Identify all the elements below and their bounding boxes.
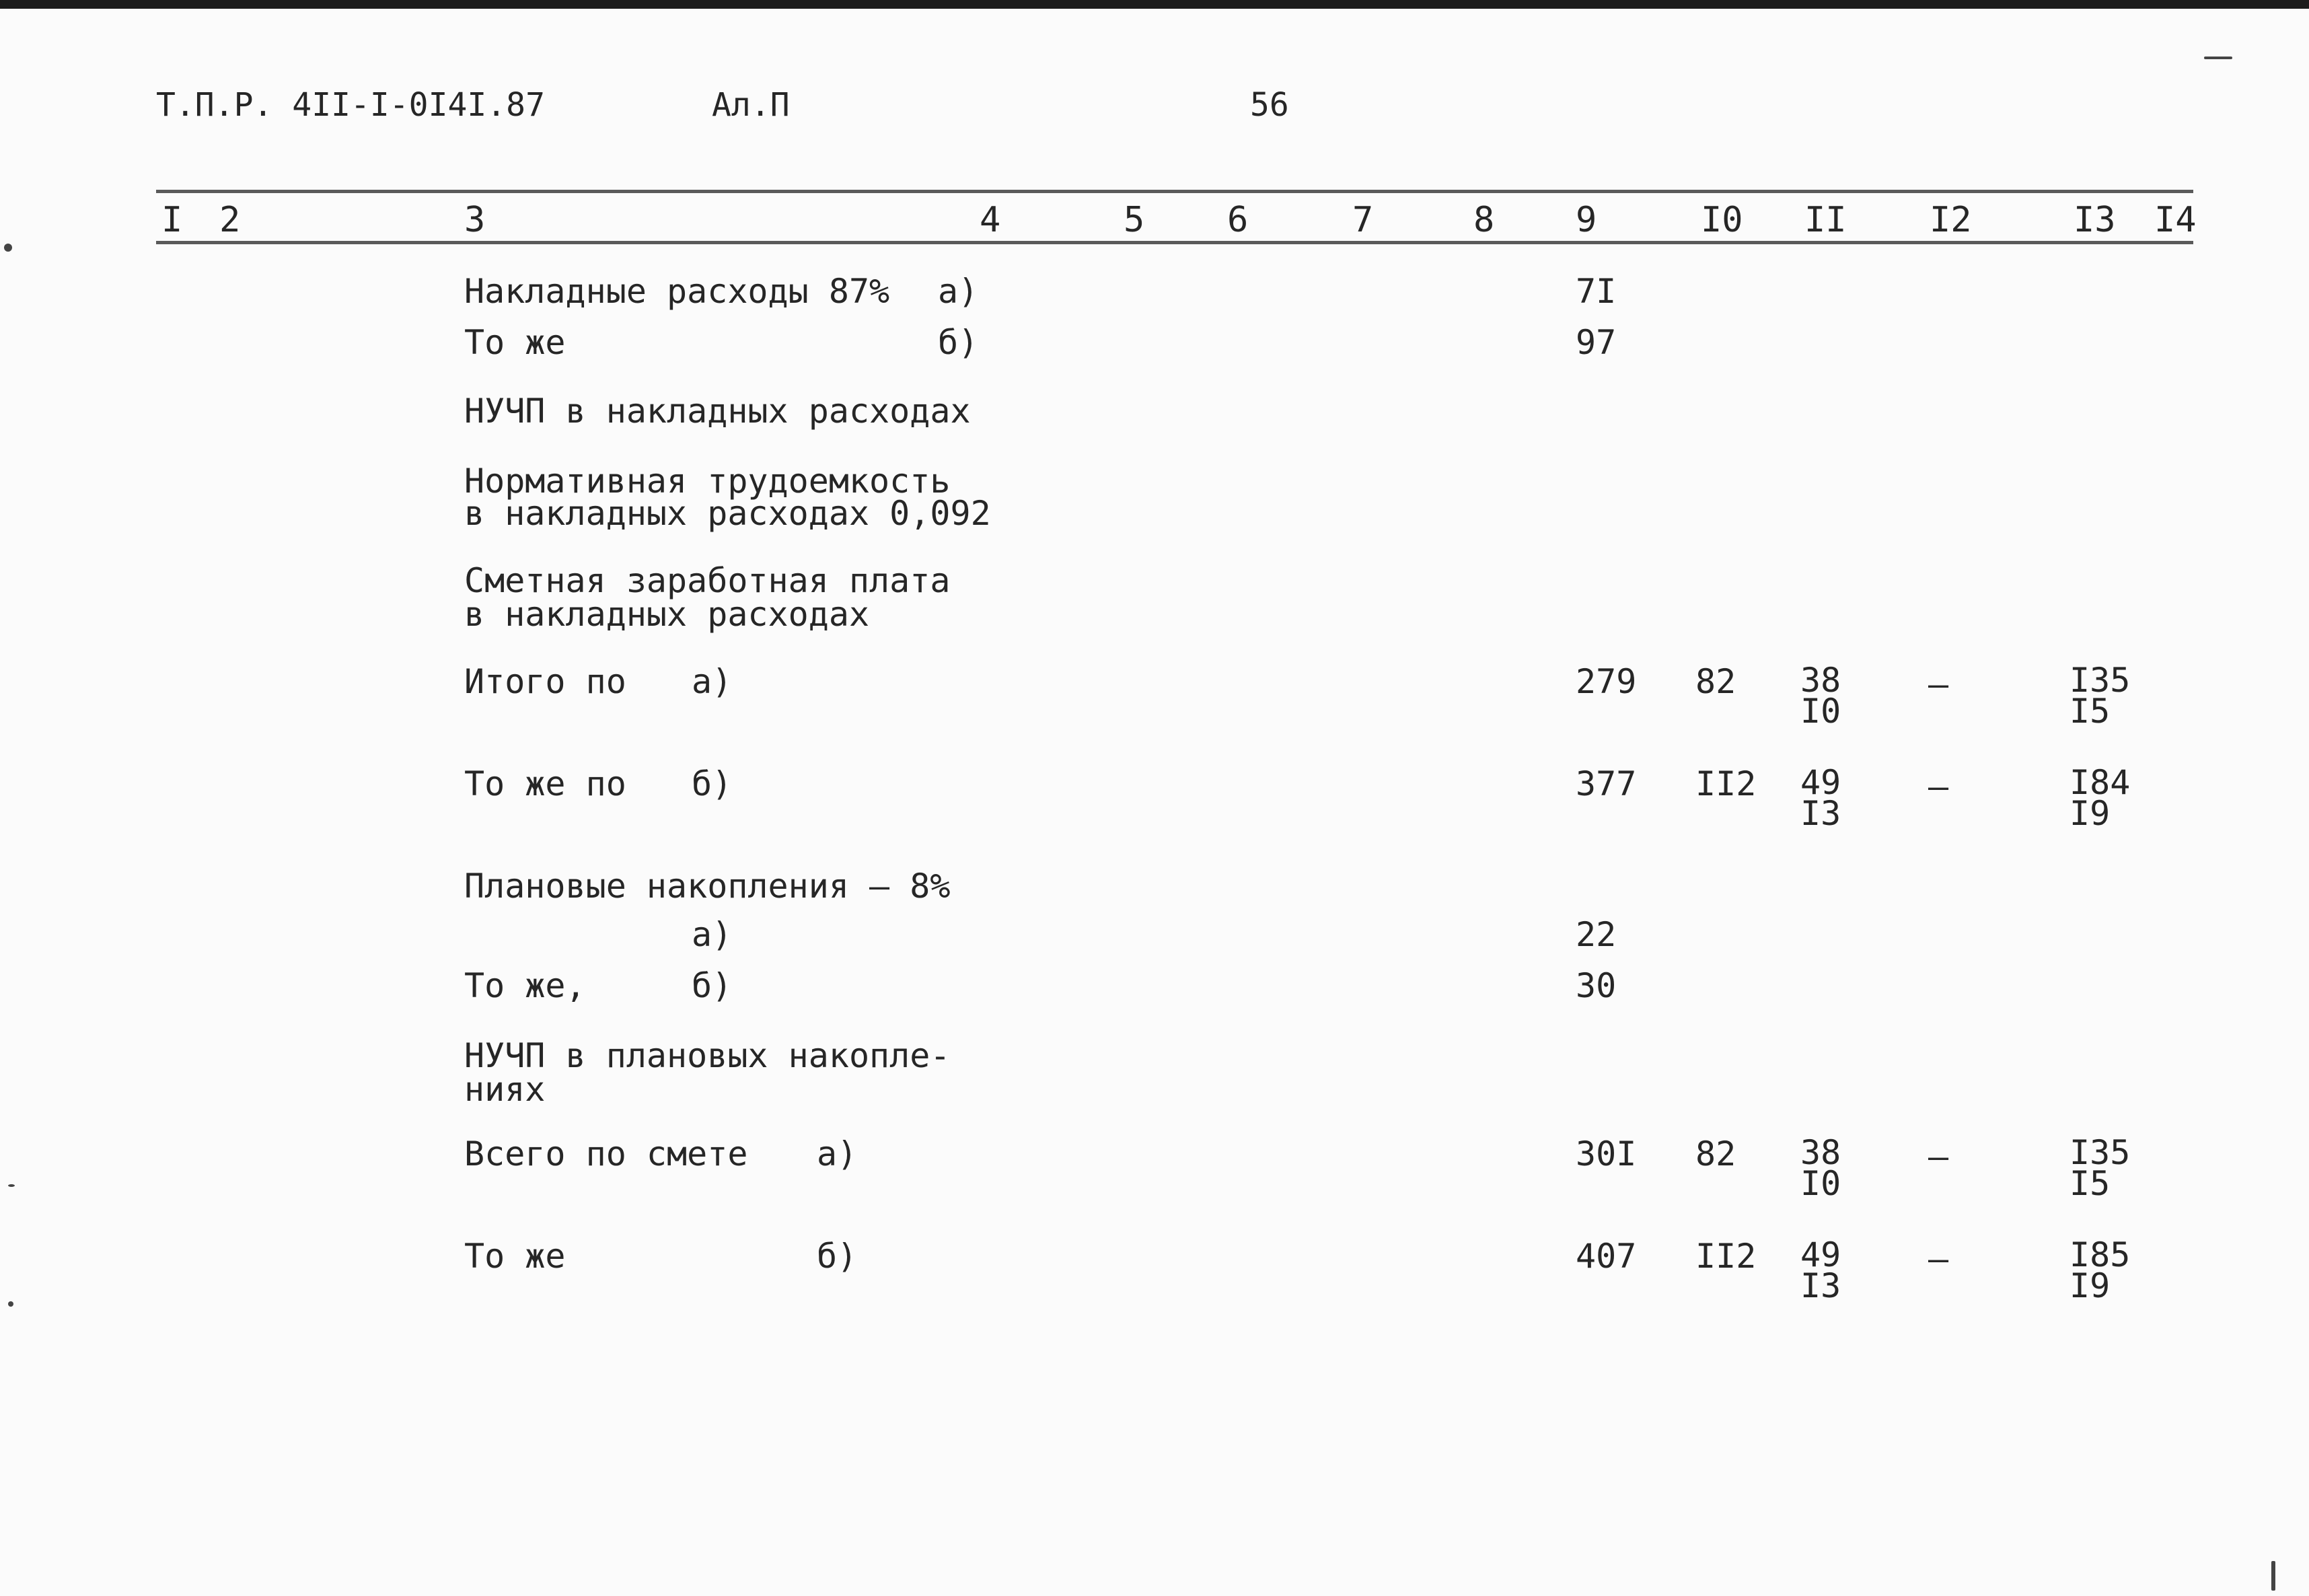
col-num-2: 2 [219,200,241,240]
row-mark: а) [692,915,733,954]
row-label-line2: в накладных расходах [464,595,870,634]
col-num-7: 7 [1352,200,1374,240]
document-code: Т.П.Р. 4II-I-0I4I.87 [156,86,545,124]
col-num-9: 9 [1576,200,1597,240]
row-label: То же [464,1237,566,1276]
row-label: НУЧП в накладных расходах [464,392,971,431]
col11-top: 38 [1800,661,1841,700]
col13-bottom: I5 [2069,1164,2111,1203]
scan-speck [4,244,12,252]
col10-value: II2 [1695,1237,1757,1276]
top-border [0,0,2309,9]
col-num-3: 3 [464,200,486,240]
col11-top: 49 [1800,1235,1841,1274]
col10-value: 82 [1695,662,1736,701]
scan-speck [8,1301,13,1307]
col9-value: 22 [1576,915,1617,954]
col11-stack [1800,1235,1841,1305]
col11-bottom: I0 [1800,692,1841,731]
col-num-1: I [161,200,183,240]
header-top-rule [156,190,2193,193]
sheet-label: Ал.П [712,86,790,124]
col13-stack [2069,1235,2131,1305]
col9-value: 97 [1576,323,1617,362]
col-num-14: I4 [2154,200,2197,240]
col-num-12: I2 [1930,200,1972,240]
row-mark: б) [817,1237,858,1276]
row-mark: б) [692,764,733,803]
scan-speck [8,1184,15,1187]
col-num-8: 8 [1473,200,1495,240]
row-label: То же [464,323,566,362]
page-number: 56 [1250,86,1289,124]
corner-mark [2204,57,2232,59]
row-label: То же, [464,966,586,1005]
col13-top: I85 [2069,1235,2131,1274]
col9-value: 30 [1576,966,1617,1005]
col13-stack [2069,763,2131,833]
col13-bottom: I9 [2069,794,2111,833]
row-label-line1: НУЧП в плановых накопле- [464,1036,951,1075]
col12-dash: – [1928,767,1949,806]
col12-dash: – [1928,1137,1949,1176]
col-num-6: 6 [1227,200,1249,240]
col11-stack [1800,763,1841,833]
col-num-13: I3 [2074,200,2116,240]
row-mark: а) [692,662,733,701]
col9-value: 377 [1576,764,1637,803]
row-label: Накладные расходы 87% [464,272,890,311]
col11-stack [1800,1133,1841,1203]
row-label-line2: ниях [464,1070,546,1109]
row-label: Итого по [464,662,626,701]
col10-value: 82 [1695,1134,1736,1173]
col13-top: I35 [2069,661,2131,700]
col11-top: 49 [1800,763,1841,802]
col11-bottom: I3 [1800,794,1841,833]
col10-value: II2 [1695,764,1757,803]
header-bottom-rule [156,241,2193,244]
row-mark: а) [817,1134,858,1173]
col9-value: 30I [1576,1134,1637,1173]
row-mark: б) [938,323,979,362]
col13-top: I35 [2069,1133,2131,1172]
col-num-4: 4 [980,200,1001,240]
col13-bottom: I9 [2069,1266,2111,1305]
col13-stack [2069,661,2131,731]
col11-stack [1800,661,1841,731]
col-num-5: 5 [1124,200,1145,240]
row-label-line2: в накладных расходах 0,092 [464,494,991,533]
col11-top: 38 [1800,1133,1841,1172]
row-label: Всего по смете [464,1134,748,1173]
col-num-10: I0 [1701,200,1743,240]
row-label-line1: Нормативная трудоемкость [464,462,951,501]
col12-dash: – [1928,1239,1949,1278]
col12-dash: – [1928,665,1949,704]
row-label: То же по [464,764,626,803]
col13-stack [2069,1133,2131,1203]
col11-bottom: I3 [1800,1266,1841,1305]
col13-top: I84 [2069,763,2131,802]
row-label: Плановые накопления – 8% [464,867,951,906]
row-mark: а) [938,272,979,311]
col13-bottom: I5 [2069,692,2111,731]
col9-value: 7I [1576,272,1617,311]
row-mark: б) [692,966,733,1005]
col11-bottom: I0 [1800,1164,1841,1203]
col-num-11: II [1804,200,1847,240]
corner-mark [2271,1561,2275,1591]
col9-value: 407 [1576,1237,1637,1276]
row-label-line1: Сметная заработная плата [464,561,951,600]
col9-value: 279 [1576,662,1637,701]
